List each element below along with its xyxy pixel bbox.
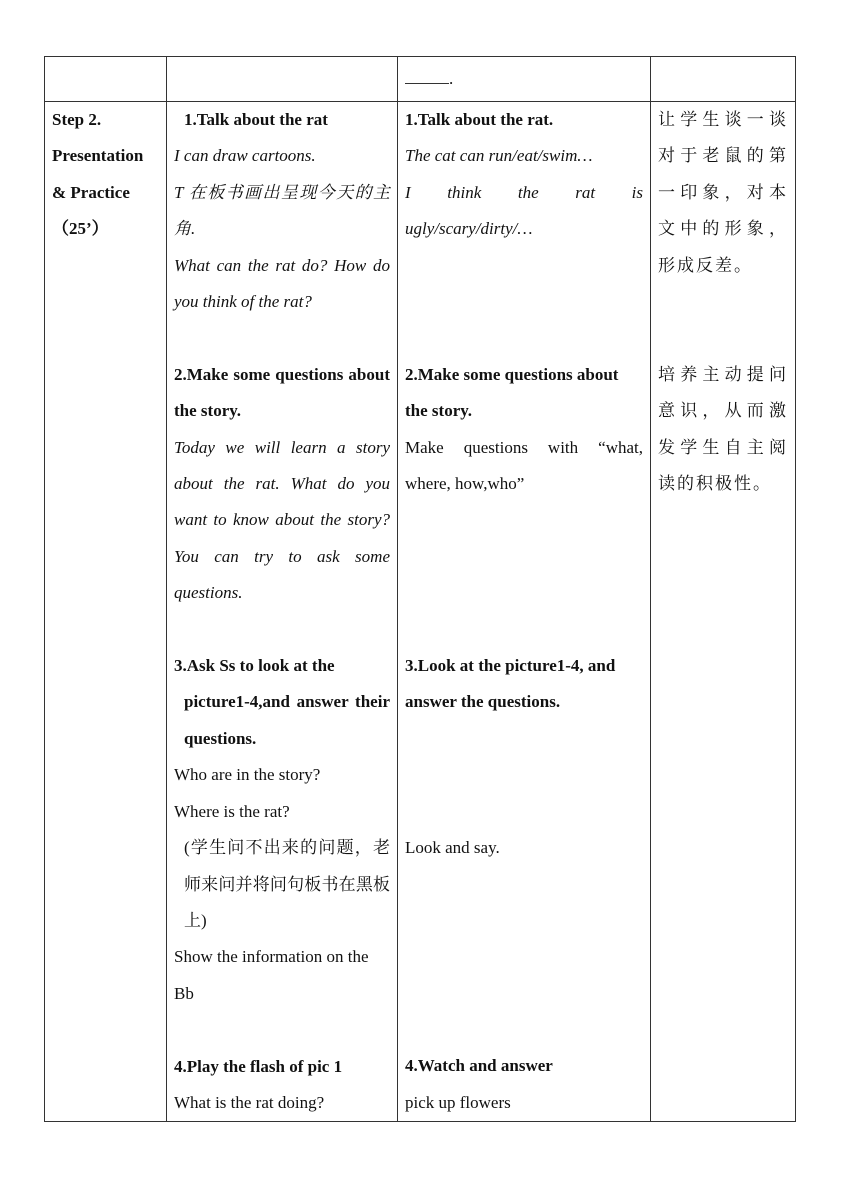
step-name: Presentation [52, 146, 144, 166]
table-cell [167, 57, 398, 102]
fill-blank-line [405, 65, 449, 84]
teacher-activity-cell [167, 102, 398, 1122]
table-row [45, 57, 796, 102]
teacher-step-3-line: Show the information on the Bb [174, 947, 369, 1003]
student-step-3-line: Look and say. [405, 837, 500, 857]
table-row [45, 102, 796, 1122]
teacher-step-3-line: Who are in the story? [174, 765, 321, 785]
step-time: （25’） [52, 219, 109, 239]
table-cell [651, 57, 796, 102]
step-title: Step 2. [52, 110, 102, 129]
teacher-step-3-line: Where is the rat? [174, 801, 290, 821]
teacher-step-4-line: What is the rat doing? [174, 1092, 325, 1112]
purpose-2: 培养主动提问意识，从而激发学生自主阅读的积极性。 [658, 364, 788, 494]
purpose-1: 让学生谈一谈对于老鼠的第一印象，对本文中的形象，形成反差。 [658, 110, 788, 275]
teacher-step-4-title: 4.Play the flash of pic 1 [174, 1056, 343, 1076]
teacher-step-3-title-cont: picture1-4,and answer their questions. [184, 692, 390, 748]
student-step-4-title: 4.Watch and answer [405, 1056, 553, 1076]
lesson-plan-table [44, 56, 796, 1122]
teacher-step-2-title: 2.Make some questions about the story. [174, 364, 390, 421]
student-activity-cell [398, 102, 651, 1122]
student-step-2-line: Make questions with “what, where, how,who” [405, 437, 643, 494]
step-name-2: & Practice [52, 182, 130, 202]
student-step-1-line: The cat can run/eat/swim… [405, 146, 593, 166]
teacher-step-1-line: T 在板书画出呈现今天的主角. [174, 182, 390, 239]
teacher-step-2-line: Today we will learn a story about the rat. What do you want to know about the story?You can try to ask some questions. [174, 437, 390, 603]
student-step-2-title: 2.Make some questions about the story. [405, 364, 619, 421]
teacher-step-1-line: What can the rat do? How do you think of the rat? [174, 255, 390, 312]
student-step-1-title: 1.Talk about the rat. [405, 110, 554, 129]
table-cell [45, 57, 167, 102]
blank-period: . [449, 69, 454, 88]
teacher-step-3-title: 3.Ask Ss to look at the [174, 656, 335, 676]
step-cell [45, 102, 167, 1122]
student-step-3-title: 3.Look at the picture1-4, and answer the questions. [405, 655, 616, 712]
student-step-1-line: I think the rat is ugly/scary/dirty/… [405, 182, 643, 239]
table-cell [398, 57, 651, 102]
teacher-step-1-line: I can draw cartoons. [174, 146, 316, 166]
teacher-step-1-title: 1.Talk about the rat [184, 110, 328, 129]
teacher-step-3-line: (学生问不出来的问题，老师来问并将问句板书在黑板上) [184, 838, 390, 930]
student-step-4-line: pick up flowers [405, 1092, 511, 1112]
purpose-cell [651, 102, 796, 1122]
